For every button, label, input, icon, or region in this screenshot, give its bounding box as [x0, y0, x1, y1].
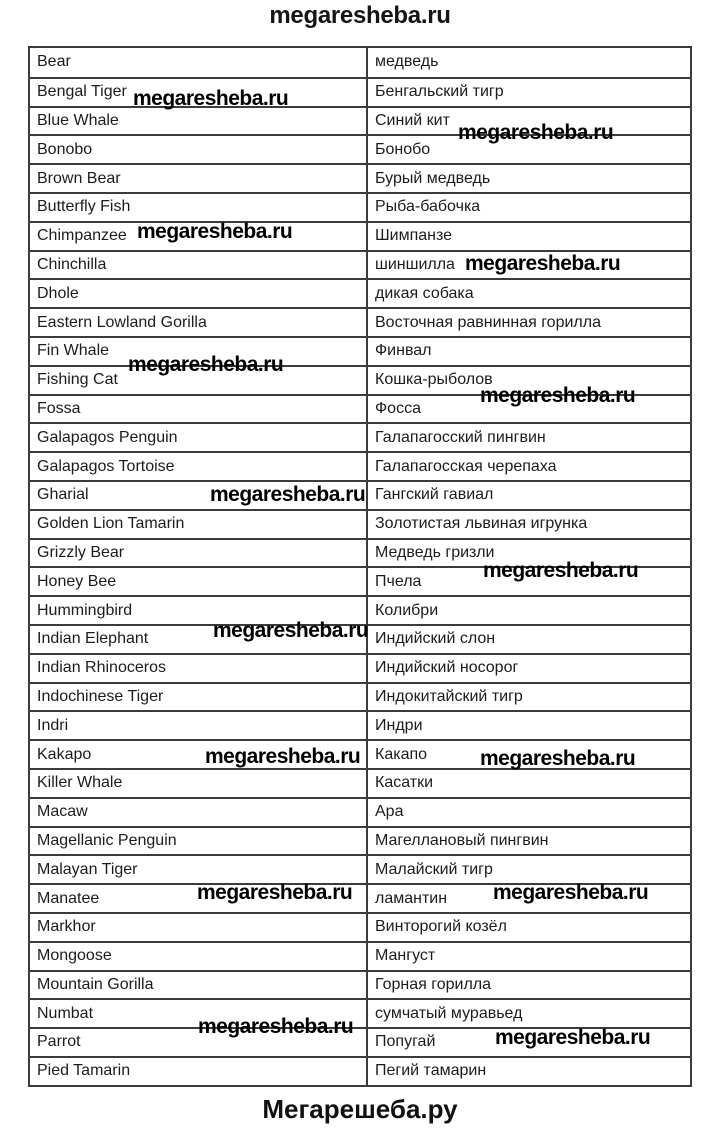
vocabulary-table — [28, 46, 692, 1087]
russian-term-cell: дикая собака — [375, 284, 474, 302]
russian-term-cell: ламантин — [375, 889, 448, 907]
english-term-cell: Markhor — [30, 914, 368, 941]
russian-term-cell: Золотистая львиная игрунка — [375, 515, 588, 533]
table-row — [30, 1027, 690, 1056]
russian-term-cell: Индокитайский тигр — [375, 687, 523, 705]
page-title: megaresheba.ru — [269, 2, 451, 29]
watermark: megaresheba.ru — [137, 220, 293, 243]
english-term-cell: Magellanic Penguin — [30, 828, 368, 855]
table-row — [30, 192, 690, 221]
english-term-cell: Parrot — [30, 1029, 368, 1056]
russian-term-cell: Бурый медведь — [375, 169, 491, 187]
table-row — [30, 998, 690, 1027]
english-term-cell: Galapagos Penguin — [30, 424, 368, 451]
russian-term-cell: Кошка-рыболов — [375, 371, 493, 389]
table-row — [30, 595, 690, 624]
russian-term-cell: Индри — [375, 716, 423, 734]
english-term-cell: Grizzly Bear — [30, 540, 368, 567]
russian-term-cell: Попугай — [375, 1033, 436, 1051]
table-row — [30, 1056, 690, 1085]
russian-term-cell: Бонобо — [375, 140, 431, 158]
russian-term-cell: Пегий тамарин — [375, 1062, 487, 1080]
table-row — [30, 250, 690, 279]
watermark: megaresheba.ru — [458, 121, 614, 144]
russian-term-cell: Галапагосский пингвин — [375, 428, 546, 446]
table-row — [30, 682, 690, 711]
russian-term-cell: шиншилла — [375, 255, 455, 273]
table-row — [30, 538, 690, 567]
table-row — [30, 422, 690, 451]
english-term-cell: Dhole — [30, 280, 368, 307]
watermark: megaresheba.ru — [480, 384, 636, 407]
watermark: megaresheba.ru — [493, 881, 649, 904]
russian-term-cell: Какапо — [375, 745, 428, 763]
english-term-cell: Galapagos Tortoise — [30, 453, 368, 480]
table-row — [30, 912, 690, 941]
english-term-cell: Indri — [30, 712, 368, 739]
russian-term-cell: Гангский гавиал — [375, 486, 494, 504]
russian-term-cell: Касатки — [375, 774, 434, 792]
russian-term-cell: Горная горилла — [375, 975, 492, 993]
english-term-cell: Eastern Lowland Gorilla — [30, 309, 368, 336]
english-term-cell: Indian Rhinoceros — [30, 655, 368, 682]
russian-term-cell: Колибри — [375, 601, 439, 619]
table-row — [30, 566, 690, 595]
russian-term-cell: Галапагосская черепаха — [375, 457, 557, 475]
watermark: megaresheba.ru — [495, 1026, 651, 1049]
table-row — [30, 509, 690, 538]
english-term-cell: Fossa — [30, 396, 368, 423]
table-row — [30, 883, 690, 912]
table-row — [30, 826, 690, 855]
watermark: megaresheba.ru — [197, 881, 353, 904]
english-term-cell: Manatee — [30, 885, 368, 912]
russian-term-cell: Магеллановый пингвин — [375, 831, 549, 849]
table-row — [30, 768, 690, 797]
table-row — [30, 970, 690, 999]
table-row — [30, 854, 690, 883]
russian-term-cell: Восточная равнинная горилла — [375, 313, 601, 331]
english-term-cell: Indian Elephant — [30, 626, 368, 653]
russian-term-cell: сумчатый муравьед — [375, 1004, 523, 1022]
english-term-cell: Fin Whale — [30, 338, 368, 365]
english-term-cell: Mongoose — [30, 943, 368, 970]
table-row — [30, 480, 690, 509]
russian-term-cell: Рыба-бабочка — [375, 198, 481, 216]
watermark: megaresheba.ru — [465, 252, 621, 275]
table-row — [30, 394, 690, 423]
table-row — [30, 941, 690, 970]
table-row — [30, 48, 690, 77]
english-term-cell: Bengal Tiger — [30, 79, 368, 106]
table-row — [30, 451, 690, 480]
english-term-cell: Butterfly Fish — [30, 194, 368, 221]
table-row — [30, 336, 690, 365]
english-term-cell: Mountain Gorilla — [30, 972, 368, 999]
footer-watermark: Мегарешеба.ру — [262, 1094, 458, 1124]
russian-term-cell: Пчела — [375, 572, 422, 590]
english-term-cell: Fishing Cat — [30, 367, 368, 394]
russian-term-cell: Фосса — [375, 399, 421, 417]
english-term-cell: Kakapo — [30, 741, 368, 768]
russian-term-cell: Ара — [375, 803, 404, 821]
watermark: megaresheba.ru — [483, 559, 639, 582]
table-row — [30, 163, 690, 192]
watermark: megaresheba.ru — [198, 1015, 354, 1038]
english-term-cell: Chimpanzee — [30, 223, 368, 250]
table-row — [30, 77, 690, 106]
russian-term-cell: Малайский тигр — [375, 860, 493, 878]
english-term-cell: Chinchilla — [30, 252, 368, 279]
table-row — [30, 739, 690, 768]
english-term-cell: Honey Bee — [30, 568, 368, 595]
russian-term-cell: Медведь гризли — [375, 543, 495, 561]
table-row — [30, 134, 690, 163]
russian-term-cell: Индийский слон — [375, 630, 496, 648]
table-row — [30, 221, 690, 250]
table-row — [30, 278, 690, 307]
watermark: megaresheba.ru — [480, 747, 636, 770]
watermark: megaresheba.ru — [213, 619, 369, 642]
russian-term-cell: Финвал — [375, 342, 432, 360]
english-term-cell: Pied Tamarin — [30, 1058, 368, 1085]
english-term-cell: Numbat — [30, 1000, 368, 1027]
table-row — [30, 624, 690, 653]
table-row — [30, 307, 690, 336]
english-term-cell: Indochinese Tiger — [30, 684, 368, 711]
english-term-cell: Golden Lion Tamarin — [30, 511, 368, 538]
watermark: megaresheba.ru — [210, 483, 366, 506]
english-term-cell: Killer Whale — [30, 770, 368, 797]
english-term-cell: Macaw — [30, 799, 368, 826]
english-term-cell: Bonobo — [30, 136, 368, 163]
english-term-cell: Bear — [30, 48, 368, 77]
russian-term-cell: Индийский носорог — [375, 659, 519, 677]
russian-term-cell: медведь — [375, 53, 439, 71]
watermark: megaresheba.ru — [133, 87, 289, 110]
english-term-cell: Malayan Tiger — [30, 856, 368, 883]
watermark: megaresheba.ru — [205, 745, 361, 768]
russian-term-cell: Бенгальский тигр — [375, 83, 504, 101]
russian-term-cell: Синий кит — [375, 111, 450, 129]
english-term-cell: Blue Whale — [30, 108, 368, 135]
table-row — [30, 106, 690, 135]
table-row — [30, 710, 690, 739]
english-term-cell: Gharial — [30, 482, 368, 509]
watermark: megaresheba.ru — [128, 353, 284, 376]
russian-term-cell: Винторогий козёл — [375, 918, 507, 936]
table-row — [30, 797, 690, 826]
english-term-cell: Brown Bear — [30, 165, 368, 192]
english-term-cell: Hummingbird — [30, 597, 368, 624]
table-row — [30, 653, 690, 682]
table-row — [30, 365, 690, 394]
russian-term-cell: Мангуст — [375, 947, 436, 965]
russian-term-cell: Шимпанзе — [375, 227, 453, 245]
